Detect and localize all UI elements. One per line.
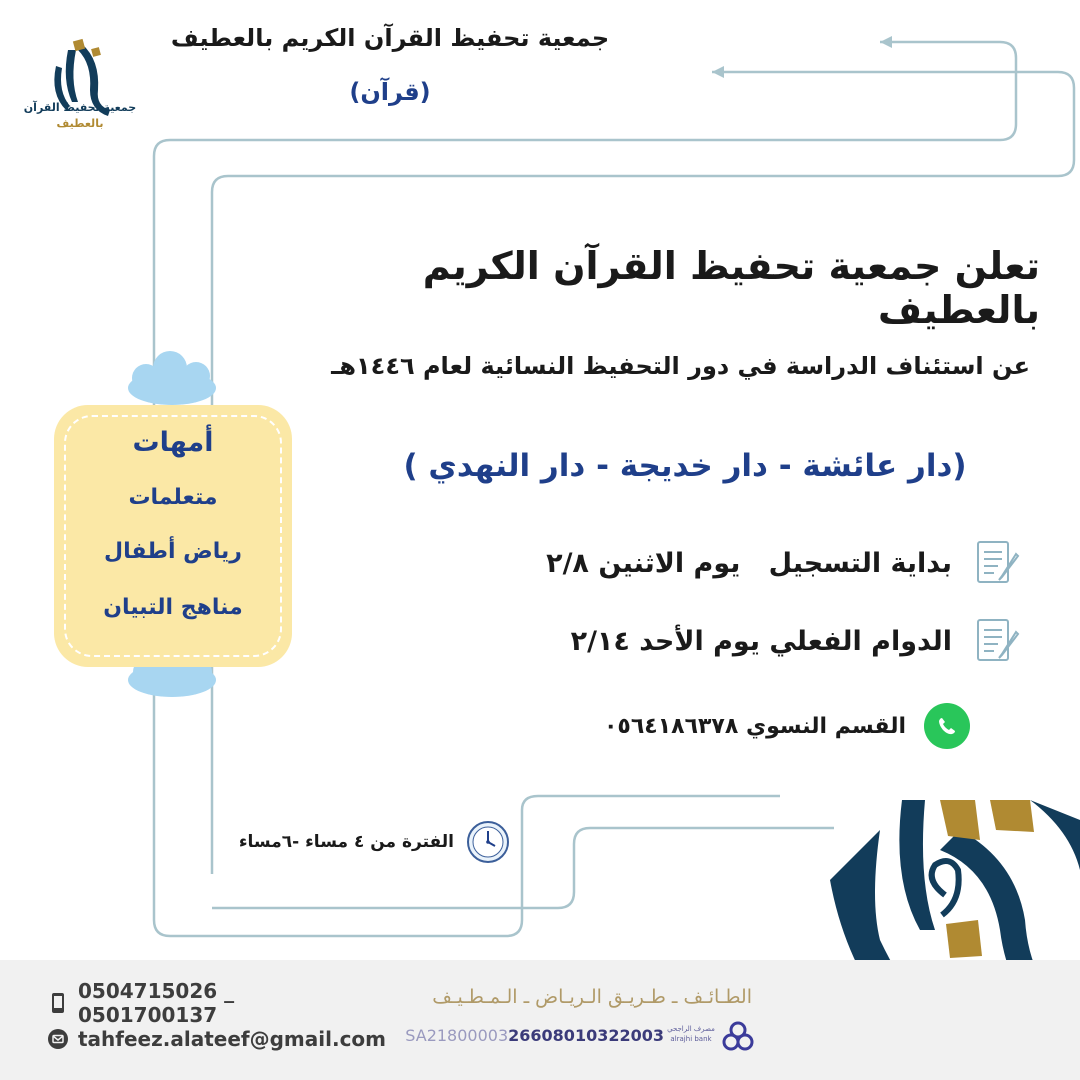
footer-iban [380,1026,664,1052]
footer-email-address[interactable]: tahfeez.alateef@gmail.com [78,1027,386,1051]
category-item: متعلمات [128,485,218,510]
iban-rest: 26608010322003 [508,1026,664,1045]
logo-line-1: جمعية تحفيظ القرآن [23,101,137,114]
categories-box [54,405,292,667]
email-icon [46,1027,70,1051]
women-section-contact[interactable] [550,700,970,752]
footer-email[interactable] [46,1024,386,1054]
women-section-phone[interactable]: القسم النسوي ٠٥٦٤١٨٦٣٧٨ [604,713,906,739]
logo-text [20,100,140,132]
document-pencil-icon [972,614,1020,668]
mobile-phone-icon [46,991,70,1015]
period-text: الفترة من ٤ مساء -٦مساء [238,832,454,852]
iban-prefix: SA21800003 [405,1026,509,1045]
start-text: الدوام الفعلي يوم الأحد ٢/١٤ [570,625,952,657]
bank-logo-icon [720,1018,756,1054]
start-row [500,614,1020,668]
whatsapp-icon[interactable] [924,703,970,749]
period-row [220,820,510,864]
category-item: مناهج التبيان [103,595,243,620]
logo-line-2: بالعطيف [56,117,104,130]
bank-name-ar: مصرف الراجحي [667,1025,715,1033]
footer-phones[interactable] [46,979,366,1027]
footer-address: الطـائـف ـ طـريـق الـريـاض ـ الـمـطـيـف [432,986,752,1008]
category-item: أمهات [132,427,214,458]
bank-name [664,1024,718,1054]
announcement-subtitle: عن استئناف الدراسة في دور التحفيظ النسائية لعام ١٤٤٦هـ [331,352,1030,380]
registration-text: بداية التسجيل يوم الاثنين ٢/٨ [546,547,952,579]
registration-row [500,536,1020,590]
footer-phone-numbers[interactable]: 0504715026 _ 0501700137 [78,979,235,1027]
header-org-name: جمعية تحفيظ القرآن الكريم بالعطيف [170,24,610,52]
document-pencil-icon [972,536,1020,590]
announcement-title: تعلن جمعية تحفيظ القرآن الكريم بالعطيف [422,244,1040,332]
category-item: رياض أطفال [104,539,242,564]
calligraphy-logo-icon [20,30,140,150]
cloud-top [128,351,216,405]
clock-icon [466,820,510,864]
houses-list: (دار عائشة - دار خديجة - دار النهدي ) [403,448,967,484]
bank-name-en: alrajhi bank [670,1035,712,1043]
header-quran-tag: (قرآن) [349,78,431,106]
